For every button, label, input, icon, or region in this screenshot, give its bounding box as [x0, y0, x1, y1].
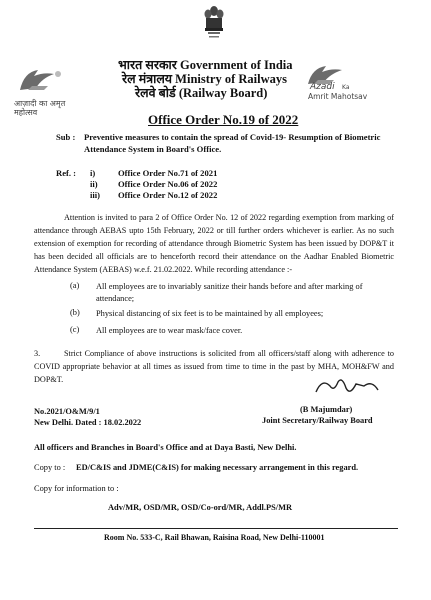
- ref-item-1: Office Order No.71 of 2021: [118, 168, 218, 178]
- subject-text: Preventive measures to contain the spread of Covid-19- Resumption of Biometric Attendance System in Board's Office.: [84, 132, 381, 154]
- file-number: No.2021/O&M/9/1: [34, 407, 100, 416]
- flame-logo-icon: [14, 66, 84, 96]
- signatory-name: (B Majumdar): [300, 405, 353, 414]
- left-logo-text: आज़ादी का अमृत महोत्सव: [14, 99, 66, 117]
- list-item-b-text: Physical distancing of six feet is to be maintained by all employees;: [96, 309, 324, 318]
- subject-label: Sub :: [56, 132, 76, 142]
- header-line-1: भारत सरकार Government of India: [118, 58, 293, 72]
- list-item-b-label: (b): [70, 308, 80, 317]
- header-line-3: रेलवे बोर्ड (Railway Board): [135, 86, 268, 100]
- right-logo-azadi: Azadi: [310, 82, 335, 92]
- list-item-c-text: All employees are to wear mask/face cover.: [96, 326, 243, 335]
- signatory-title: Joint Secretary/Railway Board: [262, 416, 373, 425]
- list-item-a-text: All employees are to invariably sanitize their hands before and after marking of attendance;: [96, 282, 363, 303]
- paragraph-1: Attention is invited to para 2 of Office Order No. 12 of 2022 regarding exemption from marking of attendance through AEBAS upto 15th February, 2022 or till further orders whichever is earlier. As no such extension of exemption for recording of attendance through Biometric System has been issued by DOP&T it has been decided all officials are to henceforth record their attendance on the Aadhar Enabled Biometric Attendance System (AEBAS) w.e.f. 21.02.2022. While recording attendance :-: [34, 213, 394, 274]
- ref-num-2: ii): [90, 179, 98, 189]
- addressees: All officers and Branches in Board's Office and at Daya Basti, New Delhi.: [34, 443, 297, 452]
- ref-label: Ref. :: [56, 168, 77, 178]
- paragraph-3: Strict Compliance of above instructions is solicited from all officers/staff along with adherence to COVID appropriate behavior at all times as issued from time to time in the past by MHA, MOH&FW and DOP&T.: [34, 349, 394, 384]
- footer-address: Room No. 533-C, Rail Bhawan, Raisina Road, New Delhi-110001: [104, 533, 325, 542]
- footer-divider: [34, 528, 398, 529]
- right-logo-ka: Ka: [342, 84, 350, 91]
- paragraph-3-number: 3.: [34, 349, 41, 358]
- azadi-ka-amrit-mahotsav-logo-left: [14, 66, 84, 117]
- national-emblem-icon: [201, 4, 227, 42]
- ref-num-3: iii): [90, 190, 101, 200]
- copy-info-label: Copy for information to :: [34, 484, 119, 493]
- copy-to-label: Copy to :: [34, 463, 66, 472]
- ref-num-1: i): [90, 168, 96, 178]
- ref-item-3: Office Order No.12 of 2022: [118, 190, 218, 200]
- signature-icon: [312, 374, 382, 400]
- header-line-2: रेल मंत्रालय Ministry of Railways: [122, 72, 287, 86]
- order-title: Office Order No.19 of 2022: [148, 112, 299, 127]
- azadi-ka-amrit-mahotsav-logo-right: [304, 64, 388, 110]
- issue-date: New Delhi. Dated : 18.02.2022: [34, 418, 142, 427]
- list-item-a-label: (a): [70, 281, 80, 290]
- copy-to-text: ED/C&IS and JDME(C&IS) for making necessary arrangement in this regard.: [76, 463, 359, 472]
- copy-info-list: Adv/MR, OSD/MR, OSD/Co-ord/MR, Addl.PS/MR: [108, 503, 293, 512]
- right-logo-amrit-mahotsav: Amrit Mahotsav: [308, 92, 368, 101]
- ref-item-2: Office Order No.06 of 2022: [118, 179, 218, 189]
- list-item-c-label: (c): [70, 325, 80, 334]
